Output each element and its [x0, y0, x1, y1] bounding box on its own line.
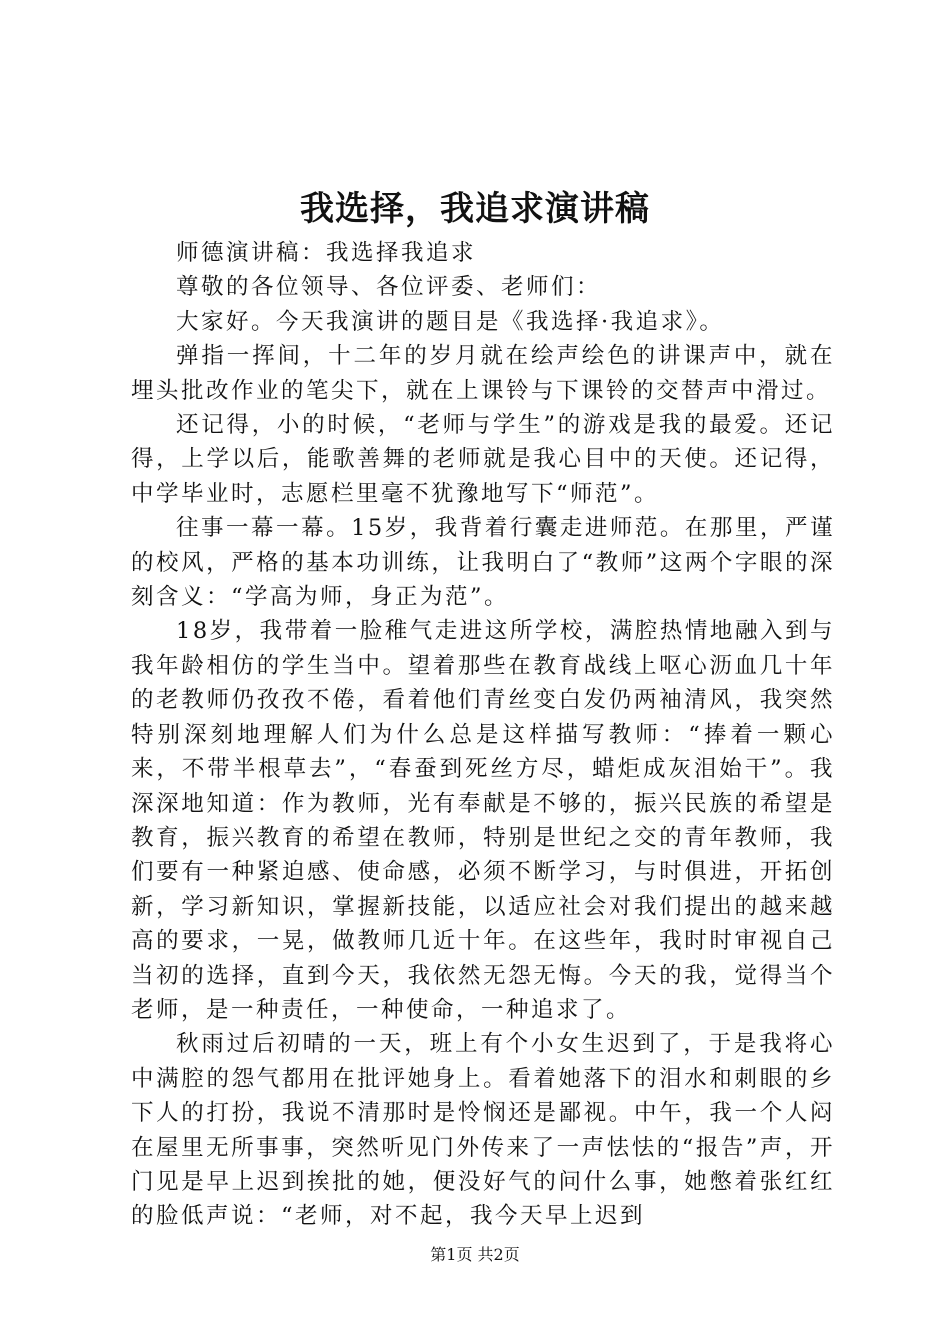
paragraph: 弹指一挥间，十二年的岁月就在绘声绘色的讲课声中，就在埋头批改作业的笔尖下，就在上课铃与下课铃的交替声中滑过。 — [131, 343, 835, 404]
page-title: 我选择，我追求演讲稿 — [300, 189, 650, 229]
paragraph: 师德演讲稿：我选择我追求 — [176, 240, 477, 266]
paragraph: 大家好。今天我演讲的题目是《我选择·我追求》。 — [176, 308, 725, 335]
document-body — [131, 236, 835, 1234]
paragraph: 尊敬的各位领导、各位评委、老师们： — [176, 274, 602, 301]
paragraph: 秋雨过后初晴的一天，班上有个小女生迟到了，于是我将心中满腔的怨气都用在批评她身上。看着她落下的泪水和刺眼的乡下人的打扮，我说不清那时是怜悯还是鄙视。中午，我一个人闷在屋里无所事事，突然听见门外传来了一声怯怯的“报告”声，开门见是早上迟到挨批的她，便没好气的问什么事，她憋着张红红的脸低声说：“老师，对不起，我今天早上迟到 — [131, 1031, 835, 1230]
paragraph: 往事一幕一幕。15岁，我背着行囊走进师范。在那里，严谨的校风，严格的基本功训练，让我明白了“教师”这两个字眼的深刻含义：“学高为师，身正为范”。 — [131, 515, 835, 611]
paragraph: 还记得，小的时候，“老师与学生”的游戏是我的最爱。还记得，上学以后，能歌善舞的老师就是我心目中的天使。还记得，中学毕业时，志愿栏里毫不犹豫地写下“师范”。 — [131, 412, 835, 507]
paragraph: 18岁，我带着一脸稚气走进这所学校，满腔热情地融入到与我年龄相仿的学生当中。望着那些在教育战线上呕心沥血几十年的老教师仍孜孜不倦，看着他们青丝变白发仍两袖清风，我突然特别深刻地理解人们为什么总是这样描写教师：“捧着一颗心来，不带半根草去”，“春蚕到死丝方尽，蜡炬成灰泪始干”。我深深地知道：作为教师，光有奉献是不够的，振兴民族的希望是教育，振兴教育的希望在教师，特别是世纪之交的青年教师，我们要有一种紧迫感、使命感，必须不断学习，与时俱进，开拓创新，学习新知识，掌握新技能，以适应社会对我们提出的越来越高的要求，一晃，做教师几近十年。在这些年，我时时审视自己当初的选择，直到今天，我依然无怨无悔。今天的我，觉得当个老师，是一种责任，一种使命，一种追求了。 — [131, 618, 835, 1023]
page-footer: 第1页 共2页 — [430, 1245, 520, 1264]
